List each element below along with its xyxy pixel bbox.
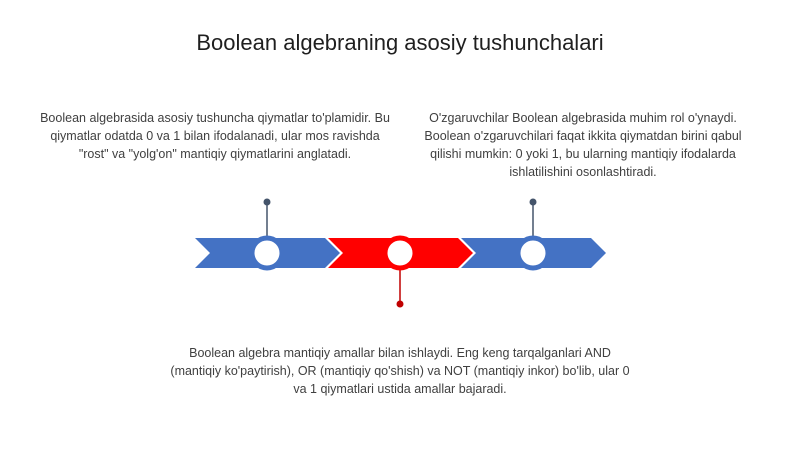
text-block-variables: O'zgaruvchilar Boolean algebrasida muhim rol o'ynaydi. Boolean o'zgaruvchilari faqat ikkita qiymatdan birini qabul qilishi mumkin: 0 yoki 1, bu ularning mantiqiy ifodalarda ishlatilishini osonlashtiradi. [424,111,742,179]
milestone-ring-1 [252,238,282,268]
slide-title: Boolean algebraning asosiy tushunchalari [196,30,604,55]
pin-dot-2 [397,301,404,308]
milestone-ring-2 [385,238,415,268]
text-block-operations: Boolean algebra mantiqiy amallar bilan ishlaydi. Eng keng tarqalganlari AND (mantiqiy ko'paytirish), OR (mantiqiy qo'shish) va NOT (mantiqiy inkor) bo'lib, ular 0 va 1 qiymatlari ustida amallar bajaradi. [170,346,630,396]
pin-dot-3 [530,199,537,206]
milestone-ring-3 [518,238,548,268]
pin-dot-1 [264,199,271,206]
text-block-values: Boolean algebrasida asosiy tushuncha qiymatlar to'plamidir. Bu qiymatlar odatda 0 va 1 bilan ifodalanadi, ular mos ravishda "rost" va "yolg'on" mantiqiy qiymatlarini anglatadi. [40,111,390,161]
